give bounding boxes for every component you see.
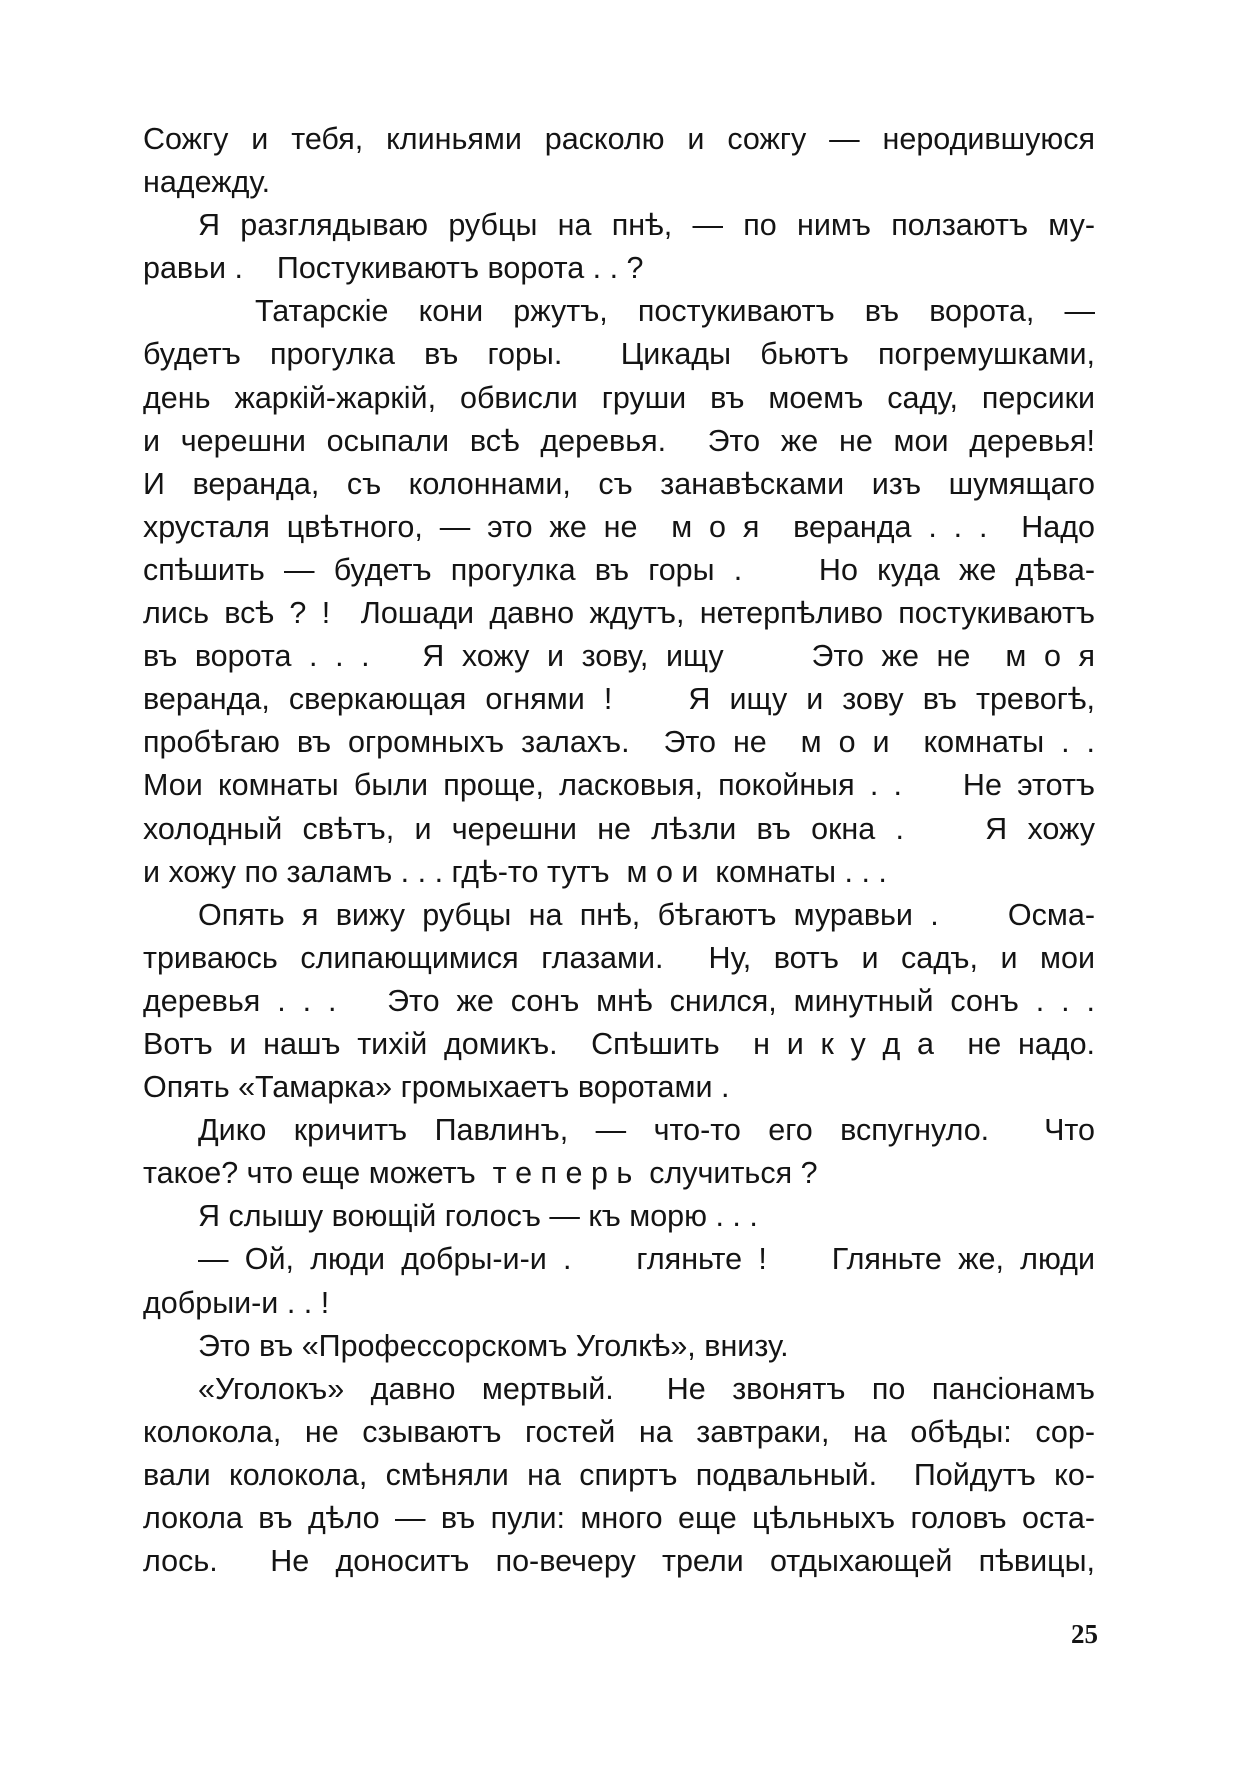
text-line: надежду.: [143, 165, 271, 200]
text-line: лось. Не доноситъ по-вечеру трели отдыхающей пѣвицы,: [143, 1544, 1095, 1579]
text-line: Это въ «Профессорскомъ Уголкѣ», внизу.: [198, 1328, 789, 1363]
text-line: день жаркій-жаркій, обвисли груши въ моемъ саду, персики: [143, 380, 1095, 415]
text-line: Я разглядываю рубцы на пнѣ, — по нимъ ползаютъ му-: [198, 208, 1095, 243]
text-line: Татарскіе кони ржутъ, постукиваютъ въ ворота, —: [255, 294, 1095, 329]
text-line: спѣшить — будетъ прогулка въ горы . Но куда же дѣва-: [143, 552, 1095, 587]
text-line: Вотъ и нашъ тихій домикъ. Спѣшить н и к у д а не надо.: [143, 1026, 1095, 1061]
text-line: колокола, не сзываютъ гостей на завтраки, на обѣды: сор-: [143, 1414, 1095, 1449]
text-line: въ ворота . . . Я хожу и зову, ищу Это же не м о я: [143, 639, 1095, 674]
text-line: «Уголокъ» давно мертвый. Не звонятъ по пансіонамъ: [198, 1371, 1095, 1406]
text-line: Я слышу воющій голосъ — къ морю . . .: [198, 1199, 758, 1234]
text-line: Опять «Тамарка» громыхаетъ воротами .: [143, 1070, 730, 1105]
text-line: локола въ дѣло — въ пули: много еще цѣльныхъ головъ оста-: [143, 1501, 1095, 1535]
text-line: равьи . Постукиваютъ ворота . . ?: [143, 251, 644, 286]
text-line: добрыи-и . . !: [143, 1285, 330, 1320]
text-line: — Ой, люди добры-и-и . гляньте ! Гляньте же, люди: [198, 1242, 1095, 1277]
text-line: веранда, сверкающая огнями ! Я ищу и зову въ тревогѣ,: [143, 682, 1095, 717]
text-line: и хожу по заламъ . . . гдѣ-то тутъ м о и комнаты . . .: [143, 854, 887, 889]
text-line: вали колокола, смѣняли на спиртъ подвальный. Пойдутъ ко-: [143, 1457, 1095, 1492]
text-line: будетъ прогулка въ горы. Цикады бьютъ погремушками,: [143, 337, 1095, 372]
text-line: Сожгу и тебя, клиньями расколю и сожгу — неродившуюся: [143, 122, 1095, 156]
page-number: 25: [1071, 1619, 1098, 1649]
text-line: и черешни осыпали всѣ деревья. Это же не мои деревья!: [143, 423, 1095, 458]
text-line: пробѣгаю въ огромныхъ залахъ. Это не м о и комнаты . .: [143, 725, 1095, 760]
text-line: Дико кричитъ Павлинъ, — что-то его вспугнуло. Что: [198, 1113, 1095, 1148]
text-line: деревья . . . Это же сонъ мнѣ снился, минутный сонъ . . .: [143, 983, 1095, 1018]
text-line: холодный свѣтъ, и черешни не лѣзли въ окна . Я хожу: [143, 811, 1095, 846]
text-line: Мои комнаты были проще, ласковыя, покойныя . . Не этотъ: [143, 768, 1095, 803]
text-line: И веранда, съ колоннами, съ занавѣсками изъ шумящаго: [143, 466, 1095, 501]
text-line: Опять я вижу рубцы на пнѣ, бѣгаютъ муравьи . Осма-: [198, 897, 1095, 932]
text-line: триваюсь слипающимися глазами. Ну, вотъ и садъ, и мои: [143, 940, 1095, 975]
text-line: лись всѣ ? ! Лошади давно ждутъ, нетерпѣливо постукиваютъ: [143, 596, 1095, 631]
text-line: такое? что еще можетъ т е п е р ь случиться ?: [143, 1156, 818, 1191]
text-line: хрусталя цвѣтного, — это же не м о я веранда . . . Надо: [143, 509, 1095, 544]
body-text: [143, 118, 1095, 1583]
